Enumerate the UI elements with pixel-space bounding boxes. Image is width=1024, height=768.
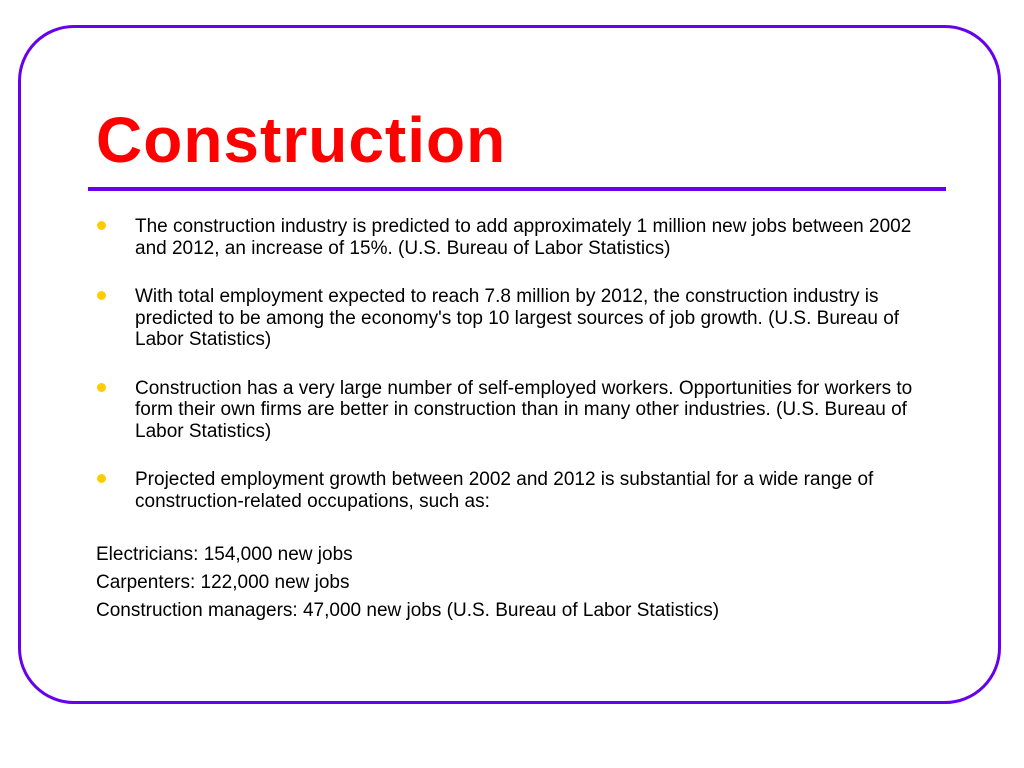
bullet-dot-icon <box>97 383 106 392</box>
bullet-dot-icon <box>97 291 106 300</box>
bullet-dot-icon <box>97 221 106 230</box>
occupation-line: Electricians: 154,000 new jobs <box>96 544 353 565</box>
occupation-list <box>96 541 719 625</box>
bullet-item <box>96 469 946 512</box>
bullet-dot-icon <box>97 474 106 483</box>
bullet-item <box>96 216 946 259</box>
bullet-text: Construction has a very large number of self-employed workers. Opportunities for workers to form their own firms are better in construction than in many other industries. (U.S. Bureau of Labor Statistics) <box>135 377 913 442</box>
bullet-list <box>96 216 946 539</box>
occupation-line: Construction managers: 47,000 new jobs (U.S. Bureau of Labor Statistics) <box>96 600 720 621</box>
bullet-item <box>96 286 946 351</box>
bullet-text: Projected employment growth between 2002 and 2012 is substantial for a wide range of construction-related occupations, such as: <box>135 469 874 512</box>
bullet-item <box>96 378 946 443</box>
title-underline <box>88 187 946 191</box>
occupation-line: Carpenters: 122,000 new jobs <box>96 572 350 593</box>
slide-title: Construction <box>96 104 507 176</box>
bullet-text: The construction industry is predicted to add approximately 1 million new jobs between 2002 and 2012, an increase of 15%. (U.S. Bureau of Labor Statistics) <box>135 216 912 259</box>
bullet-text: With total employment expected to reach 7.8 million by 2012, the construction industry is predicted to be among the economy's top 10 largest sources of job growth. (U.S. Bureau of Labor Statistics) <box>135 286 900 350</box>
